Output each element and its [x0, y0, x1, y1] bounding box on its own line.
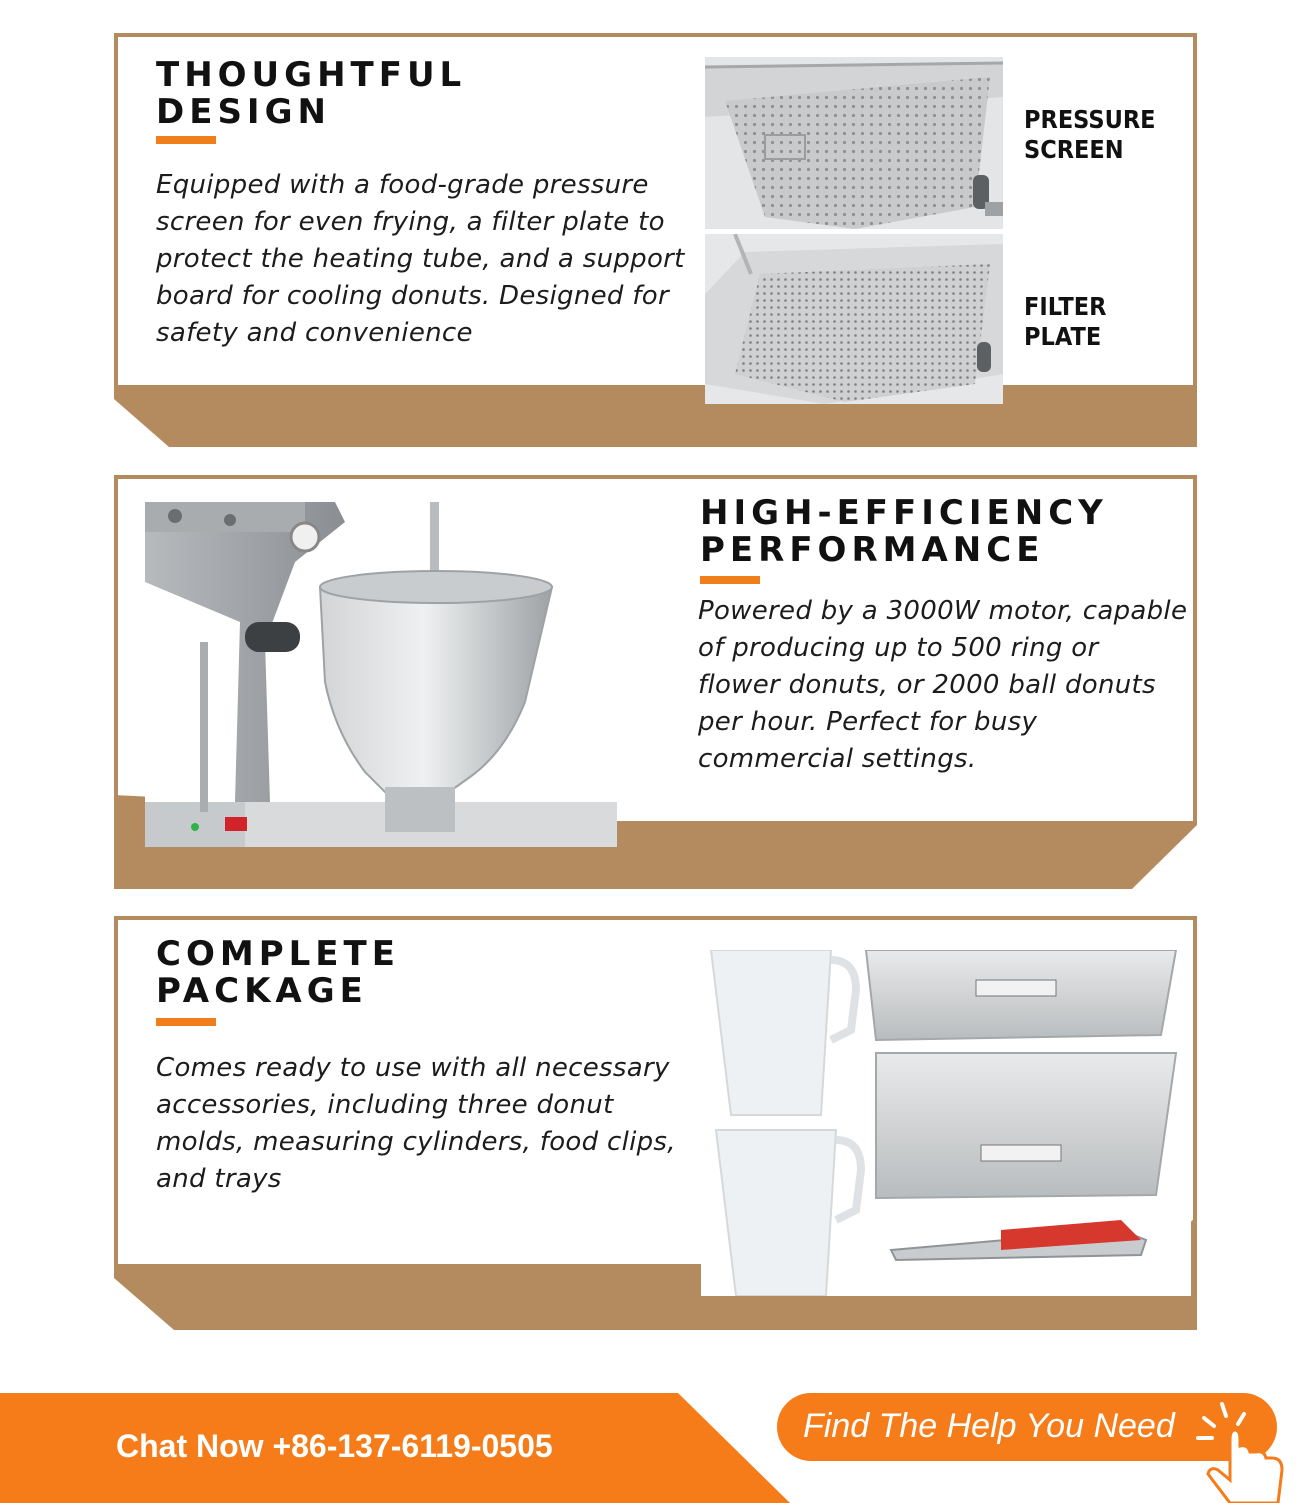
section-description: Comes ready to use with all necessary accessories, including three donut molds, measuring cylinders, food clips, and trays [156, 1053, 676, 1194]
find-help-label: Find The Help You Need [803, 1407, 1175, 1445]
filter-plate-image [705, 234, 1003, 404]
donut-machine-image [145, 502, 617, 847]
accessories-image [701, 950, 1191, 1296]
section-complete-package [114, 916, 1197, 1330]
section-title: HIGH-EFFICIENCY PERFORMANCE [700, 493, 1108, 570]
section-title: THOUGHTFUL DESIGN [156, 55, 467, 132]
title-underline [700, 576, 760, 584]
title-underline [156, 136, 216, 144]
section-description: Equipped with a food-grade pressure screen for even frying, a filter plate to protect the heating tube, and a support board for cooling donuts. Designed for safety and convenience [156, 170, 685, 348]
pressure-screen-image [705, 57, 1003, 229]
hand-pointer-icon [1190, 1400, 1290, 1503]
chat-now-link[interactable]: Chat Now +86-137-6119-0505 [116, 1428, 553, 1464]
section-high-efficiency [114, 475, 1197, 889]
filter-plate-label: FILTER PLATE [1024, 292, 1107, 351]
pressure-screen-label: PRESSURE SCREEN [1024, 105, 1156, 164]
title-underline [156, 1018, 216, 1026]
section-description: Powered by a 3000W motor, capable of producing up to 500 ring or flower donuts, or 2000 ball donuts per hour. Perfect for busy commercial settings. [698, 596, 1188, 774]
section-title: COMPLETE PACKAGE [156, 934, 400, 1011]
section-thoughtful-design [114, 33, 1197, 447]
